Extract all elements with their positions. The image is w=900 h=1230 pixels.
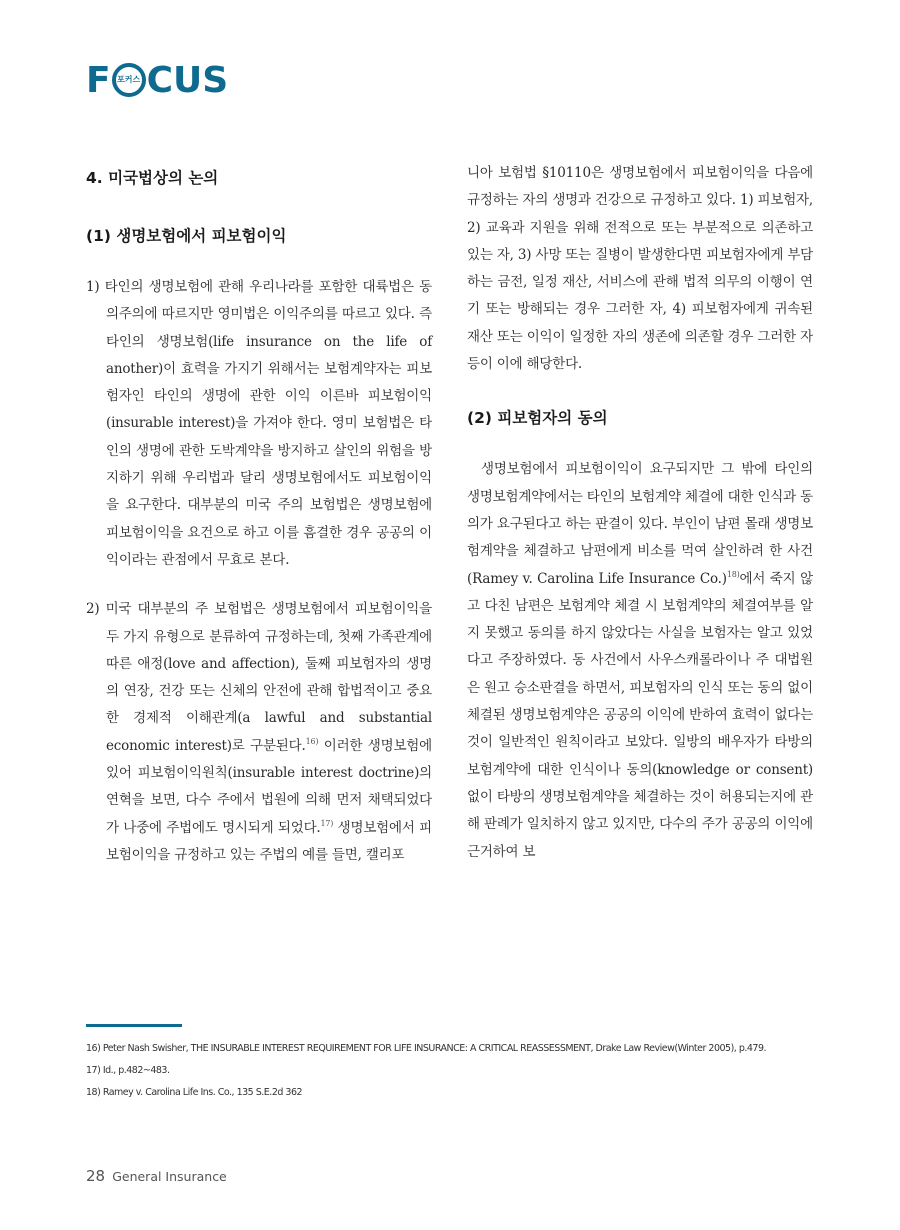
paragraph-2 (86, 596, 432, 869)
paragraph-4-part-a: 생명보험에서 피보험이익이 요구되지만 그 밖에 타인의 생명보험계약에서는 타인의 보험계약 체결에 대한 인식과 동의가 요구된다고 하는 판결이 있다. 부인이 남편 몰래 생명보험계약을 체결하고 남편에게 비소를 먹여 살인하려 한 사건(Ramey v. Carolina Life Insurance Co.) (467, 461, 813, 587)
subsection-heading-1: (1) 생명보험에서 피보험이익 (86, 227, 287, 245)
paragraph-4 (467, 456, 813, 865)
logo-letter-f: F (86, 59, 111, 101)
footnotes (86, 1038, 826, 1104)
logo-circle-o: 포커스 (112, 63, 146, 97)
paragraph-2-part-a: 2) 미국 대부분의 주 보험법은 생명보험에서 피보험이익을 두 가지 유형으로 분류하여 규정하는데, 첫째 가족관계에 따른 애정(love and affection), 둘째 피보험자의 생명의 연장, 건강 또는 신체의 안전에 관해 합법적이고 중요한 경제적 이해관계(a lawful and substantial economic interest)로 구분된다. (86, 601, 432, 754)
footnote-18: 18) Ramey v. Carolina Life Ins. Co., 135 S.E.2d 362 (86, 1087, 303, 1098)
section-heading: 4. 미국법상의 논의 (86, 169, 219, 187)
publication-name: General Insurance (112, 1169, 227, 1184)
paragraph-2-part-b: 이러한 생명보험에 있어 피보험이익원칙(insurable interest doctrine)의 연혁을 보면, 다수 주에서 법원에 의해 먼저 채택되었다가 나중에 주법에도 명시되게 되었다. (106, 737, 432, 836)
paragraph-3: 니아 보험법 §10110은 생명보험에서 피보험이익을 다음에 규정하는 자의 생명과 건강으로 규정하고 있다. 1) 피보험자, 2) 교육과 지원을 위해 전적으로 또는 부분적으로 의존하고 있는 자, 3) 사망 또는 질병이 발생한다면 피보험자에게 부담하는 금전, 일정 재산, 서비스에 관해 법적 의무의 이행이 연기 또는 방해되는 경우 그러한 자, 4) 피보험자에게 귀속된 재산 또는 이익이 일정한 자의 생존에 의존할 경우 그러한 자 등이 이에 해당한다. (467, 165, 813, 373)
footnote-17: 17) Id., p.482~483. (86, 1065, 170, 1076)
page-number: 28 (86, 1167, 106, 1185)
logo-letters-cus: CUS (146, 59, 229, 101)
right-column (467, 160, 813, 866)
focus-logo (86, 60, 228, 100)
footnote-divider (86, 1024, 182, 1027)
paragraph-4-part-b: 에서 죽지 않고 다친 남편은 보험계약 체결 시 보험계약의 체결여부를 알지 못했고 동의를 하지 않았다는 사실을 보험자는 알고 있었다고 주장하였다. 동 사건에서 사우스캐롤라이나 주 대법원은 원고 승소판결을 하면서, 피보험자의 인식 또는 동의 없이 체결된 생명보험계약은 공공의 이익에 반하여 효력이 없다는 것이 일반적인 원칙이라고 보았다. 일방의 배우자가 타방의 보험계약에 대한 인식이나 동의(knowledge or consent) 없이 타방의 생명보험계약을 체결하는 것이 허용되는지에 관해 판례가 일치하지 않고 있지만, 다수의 주가 공공의 이익에 근거하여 보 (467, 570, 813, 860)
footnote-ref-16[interactable]: 16) (305, 736, 319, 746)
footnote-ref-18[interactable]: 18) (726, 569, 740, 579)
subsection-heading-2: (2) 피보험자의 동의 (467, 409, 608, 428)
page-footer (86, 1166, 227, 1185)
footnote-16: 16) Peter Nash Swisher, THE INSURABLE INTEREST REQUIREMENT FOR LIFE INSURANCE: A CRITICAL REASSESSMENT, Drake Law Review(Winter 2005), p.479. (86, 1043, 767, 1054)
paragraph-1: 1) 타인의 생명보험에 관해 우리나라를 포함한 대륙법은 동의주의에 따르지만 영미법은 이익주의를 따르고 있다. 즉 타인의 생명보험(life insurance on the life of another)이 효력을 가지기 위해서는 보험계약자는 피보험자인 타인의 생명에 관한 이익 이른바 피보험이익(insurable interest)을 가져야 한다. 영미 보험법은 타인의 생명에 관한 도박계약을 방지하고 살인의 위험을 방지하기 위해 우리법과 달리 생명보험에서도 피보험이익을 요구한다. 대부분의 미국 주의 보험법은 생명보험에 피보험이익을 요건으로 하고 이를 흠결한 경우 공공의 이익이라는 관점에서 무효로 본다. (86, 279, 432, 568)
left-column (86, 160, 432, 869)
footnote-ref-17[interactable]: 17) (320, 818, 334, 828)
paragraph-2-part-c: 생명보험에서 피보험이익을 규정하고 있는 주법의 예를 들면, 캘리포 (106, 819, 432, 863)
